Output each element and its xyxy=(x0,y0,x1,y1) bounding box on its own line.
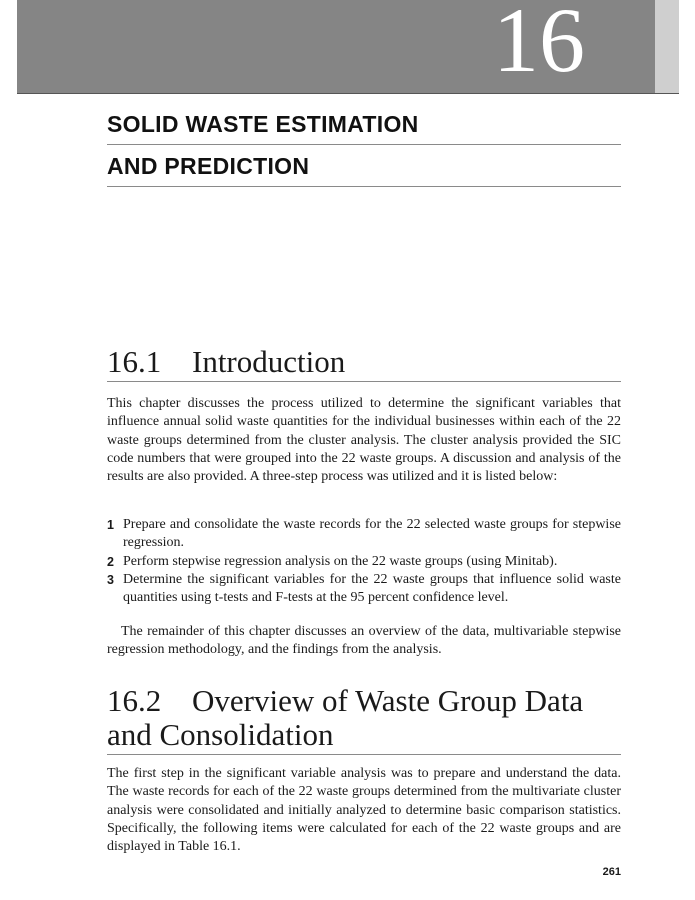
chapter-number: 16 xyxy=(493,0,585,91)
chapter-title-line-2: AND PREDICTION xyxy=(107,153,621,187)
list-item xyxy=(107,553,621,571)
section-heading-overview xyxy=(107,684,621,755)
step-text: Determine the significant variables for the 22 waste groups that influence solid waste quantities using t-tests and F-tests at the 95 percent confidence level. xyxy=(123,571,621,606)
list-item xyxy=(107,516,621,553)
section-title-line-1: Overview of Waste Group Data xyxy=(192,683,584,718)
list-item xyxy=(107,571,621,608)
intro-paragraph: This chapter discusses the process utilized to determine the significant variables that influence annual solid waste quantities for the individual businesses within each of the 22 waste groups determined from the cluster analysis. The cluster analysis provided the SIC code numbers that were grouped into the 22 waste groups. A discussion and analysis of the results are also provided. A three-step process was utilized and it is listed below: xyxy=(107,396,621,485)
step-text: Prepare and consolidate the waste records for the 22 selected waste groups for stepwise regression. xyxy=(123,517,621,551)
section-number: 16.2 xyxy=(107,683,162,718)
section-title: Introduction xyxy=(192,344,346,379)
step-number: 3 xyxy=(107,572,114,587)
overview-paragraph: The first step in the significant variable analysis was to prepare and understand the data. The waste records for each of the 22 waste groups determined from the multivariate cluster analysis were consolidated and initially analyzed to determine basic comparison statistics. Specifically, the following items were calculated for each of the 22 waste groups and are displayed in Table 16.1. xyxy=(107,766,621,855)
section-number: 16.1 xyxy=(107,344,162,379)
header-rule xyxy=(17,93,679,94)
step-number: 1 xyxy=(107,518,114,532)
chapter-title-line-1: SOLID WASTE ESTIMATION xyxy=(107,111,621,145)
section-heading-introduction xyxy=(107,345,621,382)
step-text: Perform stepwise regression analysis on the 22 waste groups (using Minitab). xyxy=(123,553,558,569)
step-number: 2 xyxy=(107,554,114,569)
remainder-paragraph: The remainder of this chapter discusses an overview of the data, multivariable stepwise regression methodology, and the findings from the analysis. xyxy=(107,624,621,658)
section-title-line-2: and Consolidation xyxy=(107,717,334,752)
steps-list xyxy=(107,516,621,607)
page-number: 261 xyxy=(602,866,621,878)
chapter-header-band xyxy=(17,0,655,93)
header-edge-strip xyxy=(655,0,679,93)
